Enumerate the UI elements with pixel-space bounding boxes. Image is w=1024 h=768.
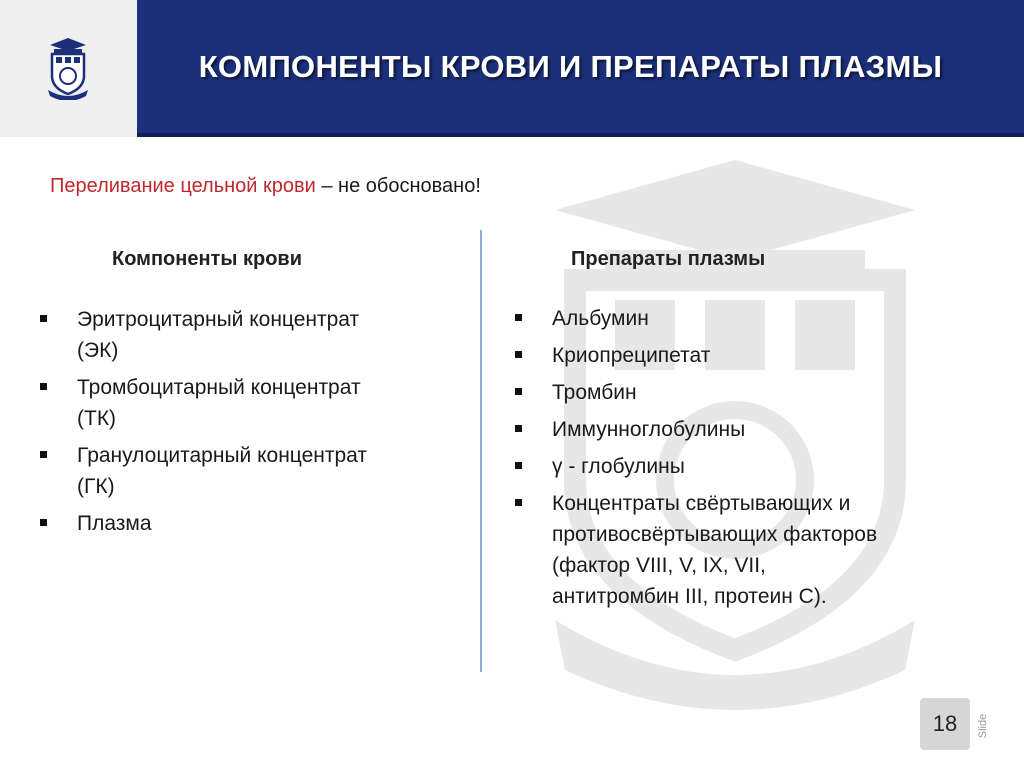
list-item-text: Криопреципетат [552, 344, 711, 367]
bullet-icon [515, 462, 522, 469]
list-item-text: Эритроцитарный концентрат [77, 308, 360, 331]
list-item [515, 414, 975, 445]
list-item-text: γ - глобулины [552, 455, 685, 478]
plasma-preparations-list [515, 303, 975, 618]
list-item-text: Иммунноглобулины [552, 418, 746, 441]
header-bar [137, 0, 1024, 137]
bullet-icon [515, 314, 522, 321]
list-item [515, 340, 975, 371]
list-item-text: (фактор VIII, V, IX, VII, [552, 554, 766, 577]
bullet-icon [40, 315, 47, 322]
list-item [515, 451, 975, 482]
list-item-text: противосвёртывающих факторов [552, 523, 878, 546]
list-item-text: (ТК) [77, 407, 117, 430]
slide-label: Slide [977, 713, 989, 739]
list-item [40, 508, 460, 539]
list-item-text: (ЭК) [77, 339, 119, 362]
university-crest-icon [46, 36, 90, 100]
list-item-text: (ГК) [77, 475, 115, 498]
list-item-text: Гранулоцитарный концентрат [77, 444, 368, 467]
column-divider [480, 230, 482, 672]
intro-rest: – не обосновано! [315, 175, 481, 197]
bullet-icon [515, 388, 522, 395]
slide-number: 18 [920, 698, 970, 750]
bullet-icon [515, 351, 522, 358]
list-item-text: Альбумин [552, 307, 649, 330]
list-item-text: Тромбин [552, 381, 637, 404]
logo-panel [0, 0, 137, 137]
bullet-icon [515, 499, 522, 506]
intro-statement [50, 175, 481, 198]
list-item-text: Концентраты свёртывающих и [552, 492, 851, 515]
bullet-icon [40, 519, 47, 526]
intro-highlight: Переливание цельной крови [50, 175, 316, 197]
bullet-icon [515, 425, 522, 432]
list-item [515, 488, 975, 612]
bullet-icon [40, 383, 47, 390]
bullet-icon [40, 451, 47, 458]
list-item [40, 440, 460, 502]
list-item [515, 377, 975, 408]
list-item [515, 303, 975, 334]
list-item-text: Тромбоцитарный концентрат [77, 376, 361, 399]
slide-title: КОМПОНЕНТЫ КРОВИ И ПРЕПАРАТЫ ПЛАЗМЫ [198, 48, 943, 84]
list-item [40, 304, 460, 366]
list-item-text: Плазма [77, 512, 152, 535]
list-item-text: антитромбин III, протеин С). [552, 585, 827, 608]
blood-components-list [40, 304, 460, 545]
left-column-title: Компоненты крови [112, 248, 302, 270]
list-item [40, 372, 460, 434]
right-column-title: Препараты плазмы [571, 248, 766, 270]
